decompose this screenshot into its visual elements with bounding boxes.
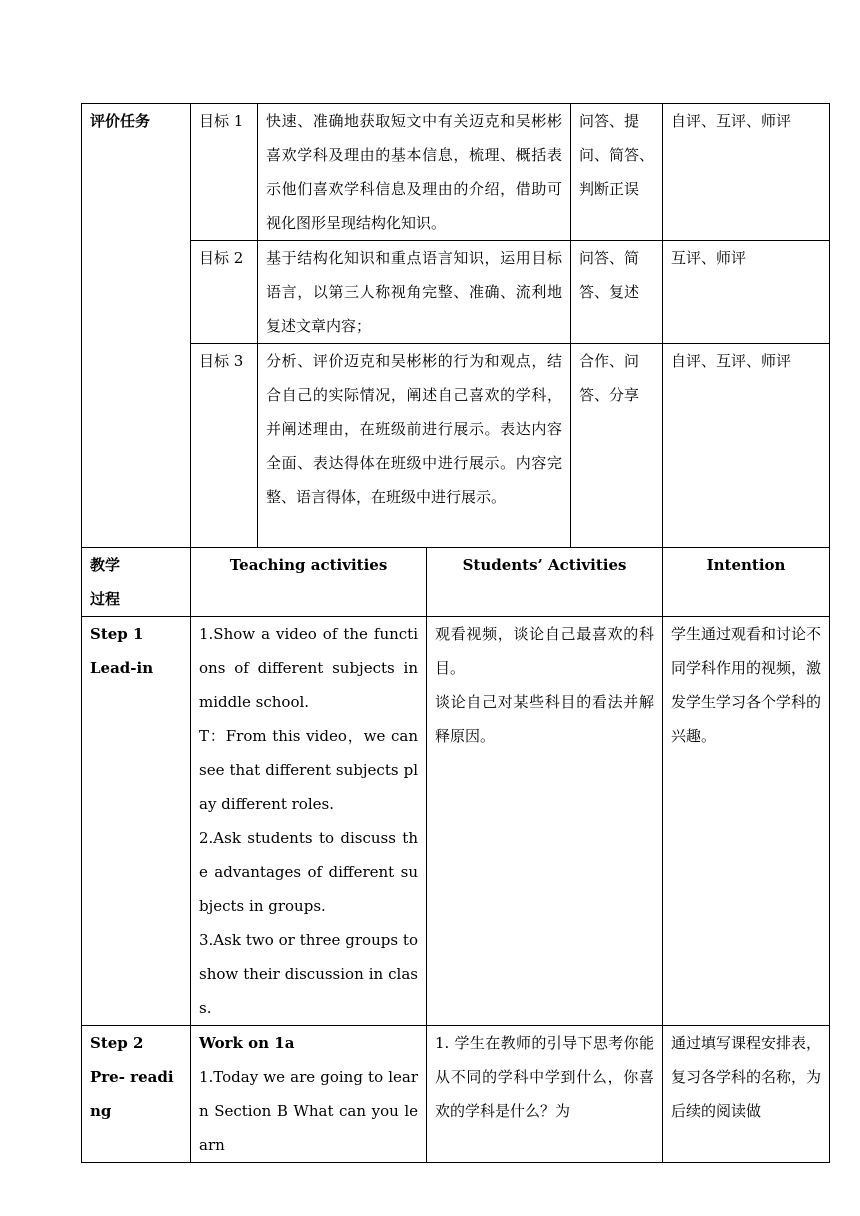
header-teaching-activities: Teaching activities bbox=[191, 548, 427, 617]
process-header-row bbox=[82, 548, 830, 617]
goal-content: 快速、准确地获取短文中有关迈克和吴彬彬喜欢学科及理由的基本信息，梳理、概括表示他们喜欢学科信息及理由的介绍，借助可视化图形呈现结构化知识。 bbox=[258, 104, 571, 241]
goal-row-1 bbox=[82, 104, 830, 241]
step-name: Lead-in bbox=[90, 659, 154, 677]
goal-label: 目标 2 bbox=[191, 241, 258, 344]
step-number: Step 1 bbox=[90, 625, 144, 643]
goal-label: 目标 1 bbox=[191, 104, 258, 241]
goal-evaluators: 互评、师评 bbox=[663, 241, 830, 344]
step-name: Pre- reading bbox=[90, 1068, 174, 1120]
activity-title: Work on 1a bbox=[199, 1034, 295, 1052]
goal-row-3 bbox=[82, 344, 830, 548]
goal-methods: 问答、简答、复述 bbox=[571, 241, 663, 344]
goal-content: 分析、评价迈克和吴彬彬的行为和观点，结合自己的实际情况，阐述自己喜欢的学科，并阐述理由，在班级前进行展示。表达内容全面、表达得体在班级中进行展示。内容完整、语言得体，在班级中进行展示。 bbox=[258, 344, 571, 548]
goal-content: 基于结构化知识和重点语言知识，运用目标语言，以第三人称视角完整、准确、流利地复述文章内容； bbox=[258, 241, 571, 344]
students-activities-cell: 1. 学生在教师的引导下思考你能从不同的学科中学到什么，你喜欢的学科是什么？为 bbox=[427, 1026, 663, 1163]
goal-evaluators: 自评、互评、师评 bbox=[663, 104, 830, 241]
step-label bbox=[82, 1026, 191, 1163]
teaching-activities-cell: 1.Show a video of the functions of different subjects in middle school. T：From this video，we can see that different subjects play different roles. 2.Ask students to discuss the advantages of different subjects in groups. 3.Ask two or three groups to show their discussion in class. bbox=[191, 617, 427, 1026]
step-row-2 bbox=[82, 1026, 830, 1163]
header-students-activities: Students’ Activities bbox=[427, 548, 663, 617]
goal-methods: 合作、问答、分享 bbox=[571, 344, 663, 548]
lesson-plan-table bbox=[81, 103, 830, 1163]
goal-evaluators: 自评、互评、师评 bbox=[663, 344, 830, 548]
header-intention: Intention bbox=[663, 548, 830, 617]
intention-cell: 通过填写课程安排表，复习各学科的名称，为后续的阅读做 bbox=[663, 1026, 830, 1163]
activity-text: 1.Today we are going to learn Section B What can you learn bbox=[199, 1068, 418, 1154]
goal-methods: 问答、提问、简答、判断正误 bbox=[571, 104, 663, 241]
step-label bbox=[82, 617, 191, 1026]
teaching-activities-cell bbox=[191, 1026, 427, 1163]
goal-row-2 bbox=[82, 241, 830, 344]
process-label bbox=[82, 548, 191, 617]
goal-label: 目标 3 bbox=[191, 344, 258, 548]
students-activities-cell: 观看视频，谈论自己最喜欢的科目。 谈论自己对某些科目的看法并解释原因。 bbox=[427, 617, 663, 1026]
step-number: Step 2 bbox=[90, 1034, 144, 1052]
step-row-1 bbox=[82, 617, 830, 1026]
process-label-line2: 过程 bbox=[90, 590, 121, 608]
process-label-line1: 教学 bbox=[90, 556, 121, 574]
evaluation-section-label: 评价任务 bbox=[82, 104, 191, 548]
intention-cell: 学生通过观看和讨论不同学科作用的视频，激发学生学习各个学科的兴趣。 bbox=[663, 617, 830, 1026]
